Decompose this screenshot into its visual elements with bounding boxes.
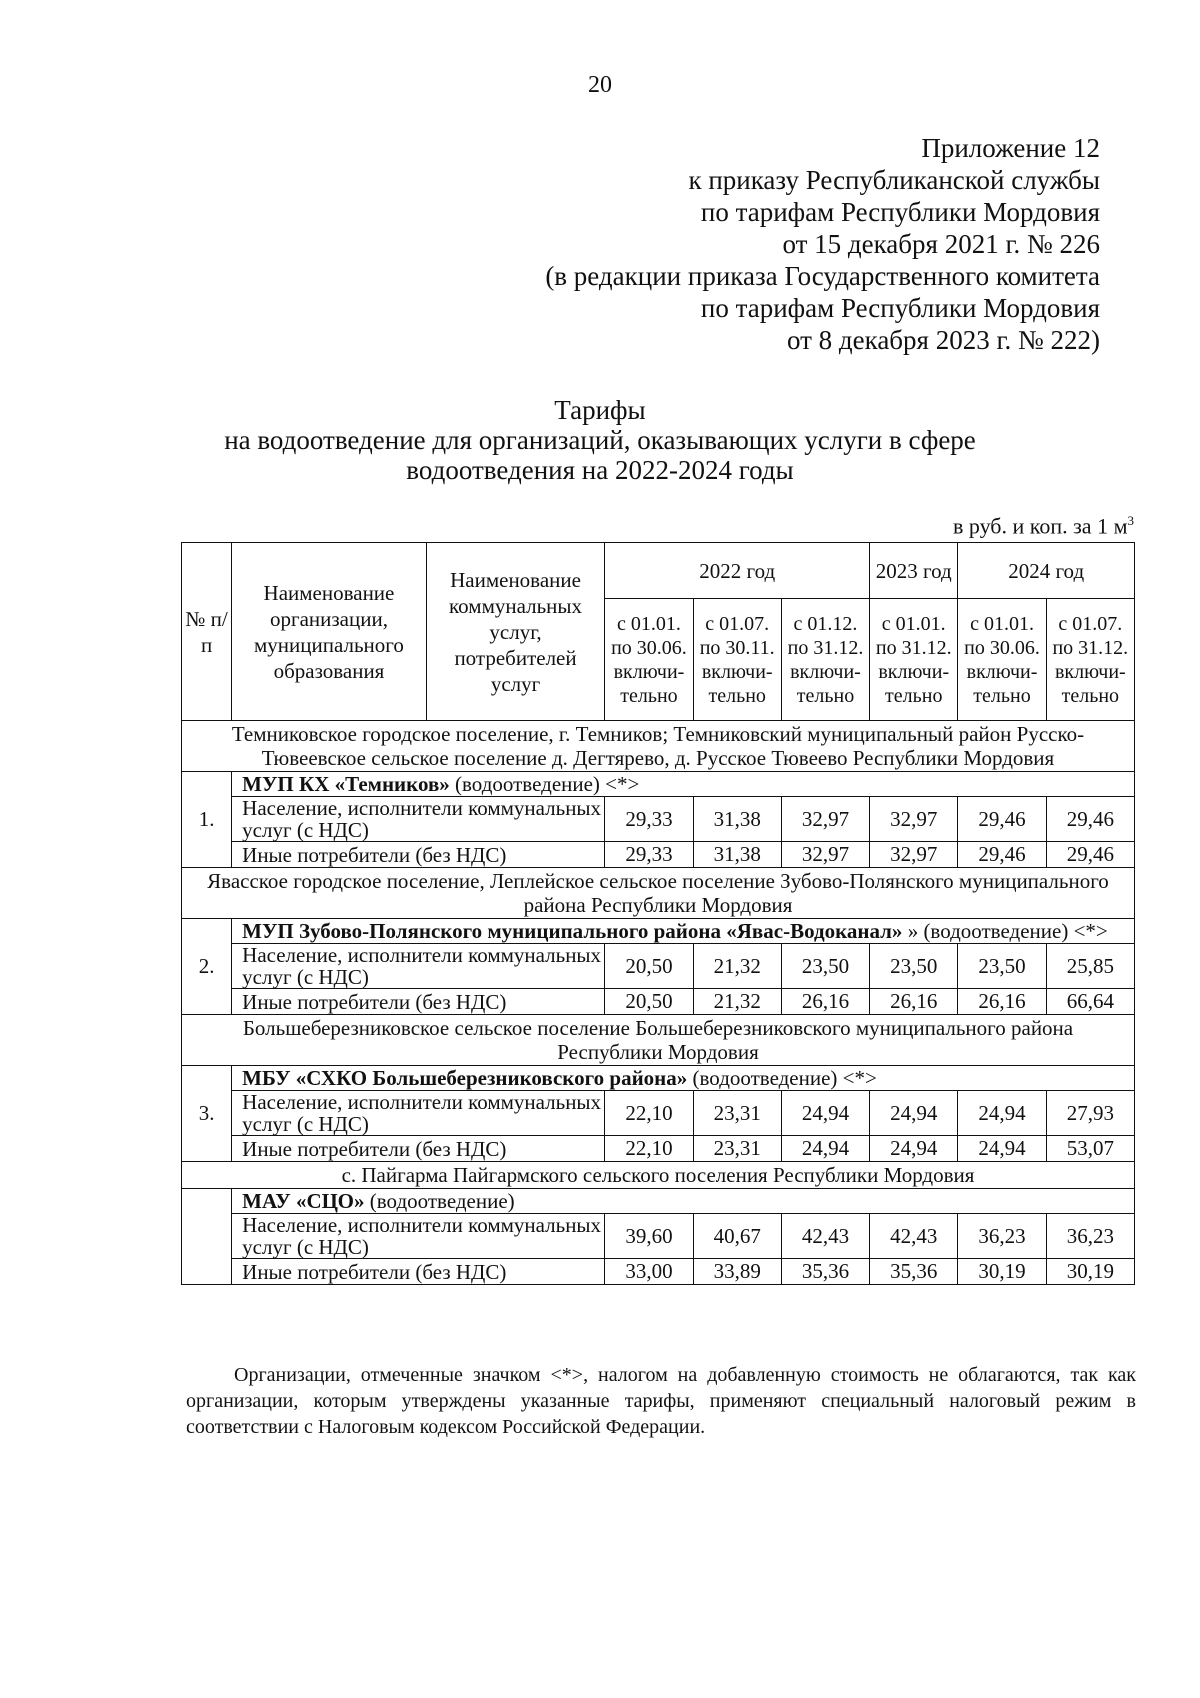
header-organization: Наименование организации, муниципального образования <box>232 543 427 721</box>
region-row: Большеберезниковское сельское поселение Большеберезниковского муниципального района Республики Мордовия <box>182 1015 1135 1066</box>
tariffs-table <box>181 542 1135 1285</box>
tariff-value: 32,97 <box>870 842 958 868</box>
organization-name-bold: МУП КХ «Темников» <box>242 772 450 796</box>
appendix-block <box>545 132 1100 356</box>
tariff-value: 31,38 <box>693 842 781 868</box>
header-period: с 01.01. по 30.06. включи-тельно <box>605 599 693 721</box>
tariff-value: 33,00 <box>605 1259 693 1285</box>
region-row: с. Пайгарма Пайгармского сельского поселения Республики Мордовия <box>182 1162 1135 1189</box>
table-row <box>182 1214 1135 1259</box>
row-index: 3. <box>182 1066 232 1162</box>
tariff-value: 24,94 <box>781 1091 869 1136</box>
tariff-value: 40,67 <box>693 1214 781 1259</box>
header-year-2022: 2022 год <box>605 543 870 599</box>
tariff-value: 25,85 <box>1046 944 1134 989</box>
title-line-1: Тарифы <box>554 395 646 425</box>
tariff-value: 23,50 <box>958 944 1046 989</box>
tariff-value: 29,46 <box>1046 842 1134 868</box>
region-row: Темниковское городское поселение, г. Темников; Темниковский муниципальный район Русско-Тювеевское сельское поселение д. Дегтярево, д. Русское Тювеево Республики Мордовия <box>182 721 1135 772</box>
units-label <box>953 513 1134 539</box>
organization-service-note: » (водоотведение) <*> <box>902 919 1108 943</box>
tariff-value: 29,33 <box>605 842 693 868</box>
organization-name <box>232 919 1135 944</box>
tariff-value: 30,19 <box>1046 1259 1134 1285</box>
tariff-value: 24,94 <box>958 1091 1046 1136</box>
tariff-value: 36,23 <box>958 1214 1046 1259</box>
tariff-value: 42,43 <box>870 1214 958 1259</box>
tariff-value: 42,43 <box>781 1214 869 1259</box>
tariff-value: 33,89 <box>693 1259 781 1285</box>
tariff-value: 35,36 <box>781 1259 869 1285</box>
tariff-value: 29,46 <box>958 797 1046 842</box>
header-service: Наименование коммунальных услуг, потребителей услуг <box>426 543 605 721</box>
document-title <box>0 395 1200 485</box>
row-index <box>182 1189 232 1285</box>
tariff-value: 24,94 <box>870 1091 958 1136</box>
page-number: 20 <box>588 72 612 98</box>
appendix-line: (в редакции приказа Государственного комитета <box>545 261 1100 291</box>
tariff-value: 39,60 <box>605 1214 693 1259</box>
tariff-value: 26,16 <box>781 989 869 1015</box>
table-row <box>182 797 1135 842</box>
organization-name-bold: МБУ «СХКО Большеберезниковского района» <box>242 1066 688 1090</box>
consumer-label: Население, исполнители коммунальных услуг (с НДС) <box>232 1214 605 1259</box>
tariff-value: 23,50 <box>781 944 869 989</box>
tariff-value: 24,94 <box>870 1136 958 1162</box>
organization-name <box>232 1189 1135 1214</box>
table-row <box>182 989 1135 1015</box>
tariff-value: 26,16 <box>958 989 1046 1015</box>
tariff-value: 35,36 <box>870 1259 958 1285</box>
tariff-value: 20,50 <box>605 989 693 1015</box>
tariff-value: 30,19 <box>958 1259 1046 1285</box>
organization-name <box>232 1066 1135 1091</box>
table-row <box>182 944 1135 989</box>
tariff-value: 26,16 <box>870 989 958 1015</box>
tariff-value: 29,46 <box>1046 797 1134 842</box>
title-line-3: водоотведения на 2022-2024 годы <box>406 455 794 485</box>
organization-name <box>232 772 1135 797</box>
table-row <box>182 1091 1135 1136</box>
appendix-line: по тарифам Республики Мордовия <box>700 293 1100 323</box>
consumer-label: Население, исполнители коммунальных услуг (с НДС) <box>232 1091 605 1136</box>
organization-service-note: (водоотведение) <*> <box>449 772 640 796</box>
table-row <box>182 1259 1135 1285</box>
header-num: № п/п <box>182 543 232 721</box>
header-period: с 01.07. по 31.12. включи-тельно <box>1046 599 1134 721</box>
tariff-value: 23,31 <box>693 1136 781 1162</box>
consumer-label: Иные потребители (без НДС) <box>232 1259 605 1285</box>
appendix-line: от 8 декабря 2023 г. № 222) <box>786 325 1100 355</box>
tariff-value: 29,46 <box>958 842 1046 868</box>
appendix-line: по тарифам Республики Мордовия <box>700 197 1100 227</box>
tariff-value: 22,10 <box>605 1091 693 1136</box>
tariff-value: 24,94 <box>781 1136 869 1162</box>
consumer-label: Иные потребители (без НДС) <box>232 842 605 868</box>
consumer-label: Иные потребители (без НДС) <box>232 989 605 1015</box>
tariff-value: 27,93 <box>1046 1091 1134 1136</box>
tariff-value: 31,38 <box>693 797 781 842</box>
tariff-value: 32,97 <box>870 797 958 842</box>
organization-name-bold: МУП Зубово-Полянского муниципального района «Явас-Водоканал» <box>242 919 903 943</box>
header-period: с 01.01. по 31.12. включи-тельно <box>870 599 958 721</box>
header-period: с 01.07. по 30.11. включи-тельно <box>693 599 781 721</box>
tariff-value: 23,31 <box>693 1091 781 1136</box>
tariff-value: 32,97 <box>781 797 869 842</box>
tariff-value: 20,50 <box>605 944 693 989</box>
appendix-line: к приказу Республиканской службы <box>688 165 1100 195</box>
organization-name-bold: МАУ «СЦО» <box>242 1189 365 1213</box>
row-index: 2. <box>182 919 232 1015</box>
tariff-value: 66,64 <box>1046 989 1134 1015</box>
header-year-2024: 2024 год <box>958 543 1135 599</box>
consumer-label: Иные потребители (без НДС) <box>232 1136 605 1162</box>
consumer-label: Население, исполнители коммунальных услуг (с НДС) <box>232 944 605 989</box>
tariff-value: 53,07 <box>1046 1136 1134 1162</box>
units-text: в руб. и коп. за 1 м <box>953 513 1128 539</box>
units-superscript: 3 <box>1127 513 1134 528</box>
organization-service-note: (водоотведение) <*> <box>687 1066 877 1090</box>
tariff-value: 22,10 <box>605 1136 693 1162</box>
row-index: 1. <box>182 772 232 868</box>
header-year-2023: 2023 год <box>870 543 958 599</box>
region-row: Явасское городское поселение, Леплейское сельское поселение Зубово-Полянского муниципального района Республики Мордовия <box>182 868 1135 919</box>
tariff-value: 29,33 <box>605 797 693 842</box>
consumer-label: Население, исполнители коммунальных услуг (с НДС) <box>232 797 605 842</box>
header-period: с 01.01. по 30.06. включи-тельно <box>958 599 1046 721</box>
tariff-value: 36,23 <box>1046 1214 1134 1259</box>
table-row <box>182 842 1135 868</box>
tariff-value: 24,94 <box>958 1136 1046 1162</box>
table-row <box>182 1136 1135 1162</box>
organization-service-note: (водоотведение) <box>364 1189 515 1213</box>
tariff-value: 21,32 <box>693 944 781 989</box>
tariff-value: 21,32 <box>693 989 781 1015</box>
appendix-line: Приложение 12 <box>921 133 1100 163</box>
tariff-value: 23,50 <box>870 944 958 989</box>
appendix-line: от 15 декабря 2021 г. № 226 <box>782 229 1100 259</box>
title-line-2: на водоотведение для организаций, оказывающих услуги в сфере <box>224 425 976 455</box>
header-period: с 01.12. по 31.12. включи-тельно <box>781 599 869 721</box>
tariff-value: 32,97 <box>781 842 869 868</box>
footnote: Организации, отмеченные значком <*>, налогом на добавленную стоимость не облагаются, так как организации, которым утверждены указанные тарифы, применяют специальный налоговый режим в соответствии с Налоговым кодексом Российской Федерации. <box>186 1364 1136 1438</box>
